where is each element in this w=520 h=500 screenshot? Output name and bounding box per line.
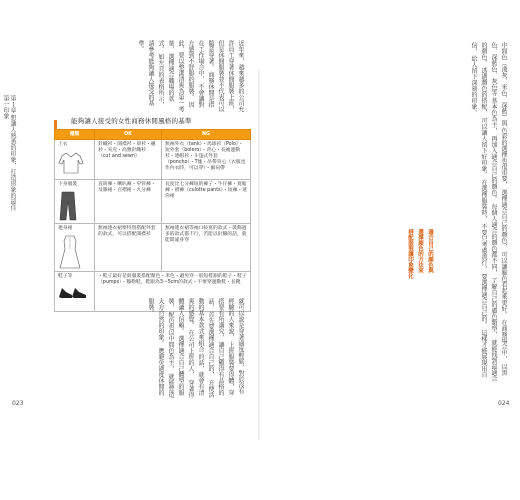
- chapter-side-tab: 第１章 想讓人熟悉的印象，打造形象的最佳第一印象: [2, 95, 16, 211]
- paragraph: 首先要選擇適合自己的，: [207, 311, 214, 378]
- item-label: 鞋子等: [58, 274, 73, 279]
- left-lower-text: [70, 298, 245, 398]
- paragraph: 給人留下深刻的印象。: [470, 55, 477, 116]
- paragraph: 這樣才能展現出自信，: [470, 42, 487, 378]
- row-ok: 直筒褲・喇叭褲・窄管褲・及膝裙・百褶裙・九分褲: [95, 180, 162, 224]
- row-ng: 無袖連衣裙等袖口較寬的款式・裝飾過多的款式都不行，若能以針腳的話，就能間違身穿: [162, 224, 251, 272]
- paragraph: 就可以說是穿著過度輕鬆，對於沒有經驗的人來說，: [227, 298, 244, 394]
- paragraph: 就能營造大方自然的印象。: [157, 298, 174, 398]
- page-number-left: 023: [12, 400, 24, 407]
- paragraph: 在商務場合中，: [500, 319, 507, 362]
- paragraph: 的話，就會有清爽的感覺。: [187, 298, 204, 396]
- left-upper-text: [70, 40, 245, 112]
- row-ok: 無袖連衣裙要特別搭配外套的款式，可以搭配開襟衫: [95, 224, 162, 272]
- table-title: 能夠讓人接受的女性商務休閒風格的基準: [71, 117, 192, 125]
- item-label: 上衣: [58, 142, 68, 147]
- paragraph: 配色也以中間色為主，: [167, 311, 174, 372]
- header-ng: NG: [162, 130, 251, 140]
- paragraph: 近年來，越來越多的公司允許員工穿著休閒服裝上班，: [227, 40, 244, 112]
- dress-illustration: [58, 235, 82, 269]
- row-ok: 針織衫・開襟衫・罩衫・襯衫・夾克・高雅針織衫（cut and sewn）: [95, 140, 162, 180]
- highlight-line: 適合自己的顏色與: [427, 229, 433, 273]
- paragraph: 因此，要以整潔清爽為第一考量，: [167, 40, 194, 112]
- header-type: 種類: [55, 130, 95, 140]
- paragraph: 穿著得體讓人信賴。: [177, 298, 194, 398]
- table-row: [55, 180, 251, 224]
- paragraph: 了解自己的膚色類型，: [490, 277, 497, 338]
- paragraph: 不要只考慮流行，: [480, 223, 487, 272]
- row-ok: ・鞋子最好是與服裝搭配顏色・米色・避免穿一般短鞋跟的鞋子・鞋子（pumps）・穆勒鞋，鞋跟為3〜5cm的款式・不要穿運動鞋・長靴: [95, 272, 251, 312]
- item-label: 連身裙: [58, 226, 73, 231]
- row-item: [55, 140, 95, 180]
- page-number-right: 024: [498, 400, 510, 407]
- paragraph: 在選擇服裝時，: [480, 179, 487, 222]
- item-label: 下身服裝: [58, 182, 78, 187]
- header-ok: OK: [95, 130, 162, 140]
- paragraph: 選擇適合自己的顏色，: [500, 189, 507, 250]
- blouse-illustration: [58, 151, 84, 175]
- paragraph: 選擇適合職場的款式。: [157, 40, 174, 102]
- paragraph: 基本色為主，: [490, 97, 497, 134]
- right-text-block: [272, 42, 508, 387]
- paragraph: 要選擇適合自己的。: [480, 273, 487, 328]
- paragraph: 應避免過度休閒的服裝。: [147, 298, 164, 396]
- paragraph: 可以讓人留下好印象。: [480, 117, 487, 178]
- highlight-line: 搭配服裝讓印象變化: [407, 229, 413, 279]
- highlight-line: 選擇顏色的方法來: [417, 229, 423, 273]
- paragraph: 可以讓臉色看起來更好。: [500, 251, 507, 318]
- table-row: [55, 224, 251, 272]
- row-ng: 長度比七分褲短的褲子・牛仔褲・寬鬆褲・褶褲（culotte pants）・短褲・迷你裙: [162, 180, 251, 224]
- trousers-illustration: [58, 191, 78, 221]
- row-item: [55, 180, 95, 224]
- paragraph: 不會讓對方感到不舒服的服裝。: [187, 40, 204, 108]
- table-row: [55, 140, 251, 180]
- right-page: [260, 0, 520, 500]
- shoes-illustration: [58, 283, 88, 299]
- paragraph: 方便活動的基本款式來組合: [197, 298, 214, 398]
- paragraph: 中間色（淺灰、米色、深藍）與: [500, 42, 507, 126]
- paragraph: 商務休閒是指在工作場合中，: [197, 40, 214, 108]
- paragraph: 上班服裝要得體，穿搭要有所講究，: [217, 298, 234, 396]
- paragraph: 就能找到最適合的顏色。: [480, 42, 497, 382]
- paragraph: 以黑色、深藍色、灰色等: [490, 42, 507, 376]
- row-item: [55, 224, 95, 272]
- dress-code-table: [54, 129, 251, 312]
- highlight-heading-box: [398, 225, 438, 307]
- paragraph: 選擇適合自己體型的服裝，: [167, 298, 184, 396]
- paragraph: 每個人適合的顏色都不同，: [490, 203, 497, 276]
- row-ng: 無袖外衣（tank）・馬球衫（Polo）・短外套（bolero）・背心・長袖運動衫・連帽衫・斗篷式外套（poncho）・T恤・吊帶背心（衣服也作內衣時，可以穿）・細肩帶: [162, 140, 251, 180]
- paragraph: 但是休閒服裝並不代表可以隨意穿著。: [207, 40, 224, 112]
- paragraph: 請參考能夠讓人接受的基準。: [137, 40, 154, 106]
- paragraph: 再加入適合自己的顏色。: [490, 135, 497, 202]
- paragraph: 在公司上班的人，: [187, 329, 194, 378]
- paragraph: 如左頁的表格所示，: [157, 53, 164, 108]
- paragraph: 透過顏色的搭配，: [480, 67, 487, 116]
- paragraph: 讓自己顯得有品格的話，: [207, 298, 224, 396]
- paragraph: 色彩的選擇也很重要，: [500, 127, 507, 188]
